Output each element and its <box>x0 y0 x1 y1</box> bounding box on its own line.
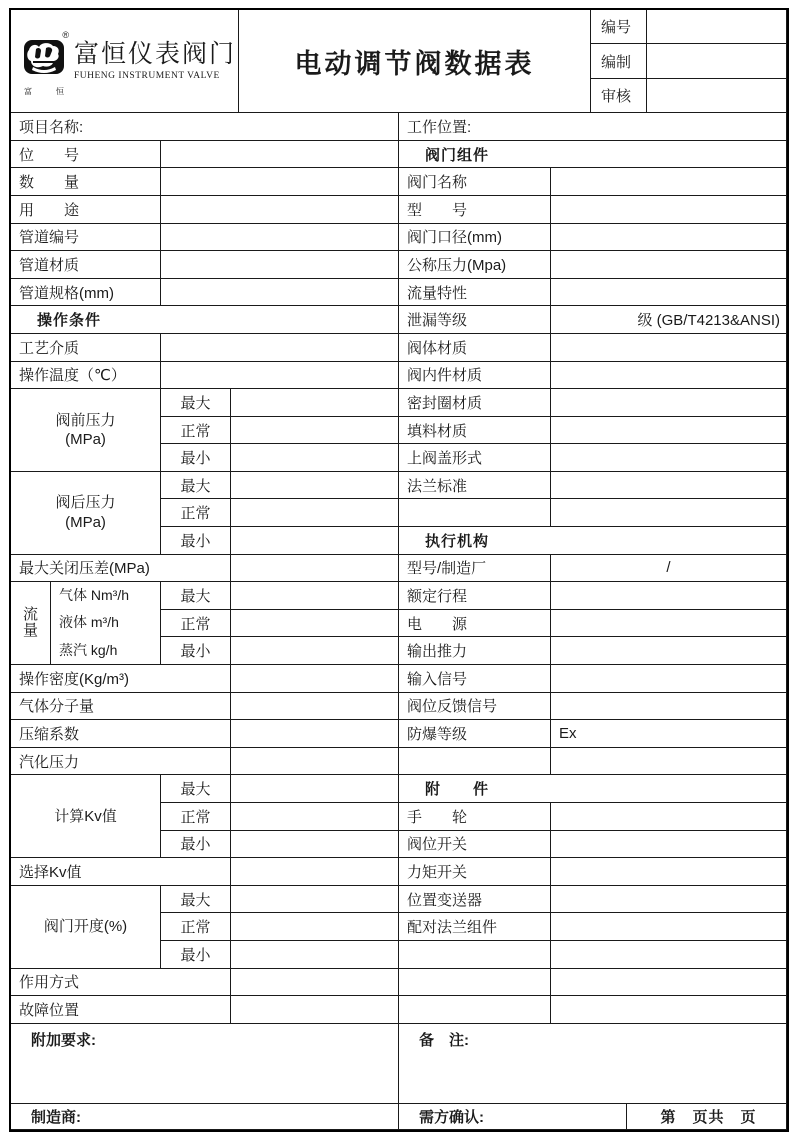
pipe-material-value-cell <box>161 251 399 279</box>
kv-calc-max-value-cell <box>231 775 399 803</box>
mol-weight-value-cell <box>231 693 399 721</box>
body-material-label: 阀体材质 <box>399 334 551 362</box>
process-medium-value-cell <box>161 334 399 362</box>
kv-calc-normal-value-cell <box>231 803 399 831</box>
leakage-class-label: 泄漏等级 <box>399 306 551 334</box>
output-thrust-value-cell <box>551 637 787 665</box>
operating-density-label: 操作密度(Kg/m³) <box>11 665 231 693</box>
reviewed-by-value-cell <box>647 79 787 113</box>
reviewed-by-label: 审核 <box>591 79 647 113</box>
flow-unit-steam: 蒸汽 kg/h <box>59 641 118 658</box>
body-material-value-cell <box>551 334 787 362</box>
upstream-max-value-cell <box>231 389 399 417</box>
upstream-min-label: 最小 <box>161 444 231 472</box>
packing-material-value-cell <box>551 417 787 445</box>
remarks-label: 备 注: <box>399 1024 787 1104</box>
valve-opening-label: 阀门开度(%) <box>11 886 161 969</box>
upstream-normal-value-cell <box>231 417 399 445</box>
compressibility-value-cell <box>231 720 399 748</box>
doc-number-value-cell <box>647 10 787 44</box>
valve-model-value-cell <box>551 196 787 224</box>
vapor-pressure-value-cell <box>231 748 399 776</box>
power-supply-value-cell <box>551 610 787 638</box>
brand-name-chinese: 富恒仪表阀门 <box>74 40 237 68</box>
calculated-kv-label: 计算Kv值 <box>11 775 161 858</box>
pressure-rating-label: 公称压力(Mpa) <box>399 251 551 279</box>
opening-min-value-cell <box>231 941 399 969</box>
flow-min-label: 最小 <box>161 637 231 665</box>
service-value-cell <box>161 196 399 224</box>
upstream-pressure-line1: 阀前压力 <box>55 411 116 429</box>
upstream-pressure-line2: (MPa) <box>65 431 106 448</box>
flow-characteristic-label: 流量特性 <box>399 279 551 307</box>
bonnet-type-label: 上阀盖形式 <box>399 444 551 472</box>
flow-min-value-cell <box>231 637 399 665</box>
kv-calc-normal-label: 正常 <box>161 803 231 831</box>
section-header-operating-conditions: 操作条件 <box>11 306 399 334</box>
rated-stroke-value-cell <box>551 582 787 610</box>
pipe-spec-label: 管道规格(mm) <box>11 279 161 307</box>
registered-trademark-symbol: ® <box>62 30 69 41</box>
action-type-label: 作用方式 <box>11 969 231 997</box>
tag-number-label: 位 号 <box>11 141 161 169</box>
actuator-model-value: / <box>551 555 787 583</box>
upstream-pressure-label <box>11 389 161 472</box>
compressibility-label: 压缩系数 <box>11 720 231 748</box>
valve-name-label: 阀门名称 <box>399 168 551 196</box>
torque-switch-label: 力矩开关 <box>399 858 551 886</box>
page-number-label: 第 页共 页 <box>627 1104 787 1130</box>
bonnet-type-value-cell <box>551 444 787 472</box>
upstream-normal-label: 正常 <box>161 417 231 445</box>
flow-rate-label <box>11 582 51 665</box>
actuator-model-label: 型号/制造厂 <box>399 555 551 583</box>
spare-label-cell-3 <box>399 941 551 969</box>
input-signal-label: 输入信号 <box>399 665 551 693</box>
failure-position-label: 故障位置 <box>11 996 231 1024</box>
operating-temperature-label: 操作温度（℃） <box>11 362 161 390</box>
tag-number-value-cell <box>161 141 399 169</box>
spare-label-cell-2 <box>399 748 551 776</box>
mol-weight-label: 气体分子量 <box>11 693 231 721</box>
exproof-rating-label: 防爆等级 <box>399 720 551 748</box>
pressure-rating-value-cell <box>551 251 787 279</box>
exproof-rating-value: Ex <box>551 720 787 748</box>
failure-position-value-cell <box>231 996 399 1024</box>
operating-density-value-cell <box>231 665 399 693</box>
spare-label-cell-4 <box>399 969 551 997</box>
process-medium-label: 工艺介质 <box>11 334 161 362</box>
handwheel-value-cell <box>551 803 787 831</box>
additional-requirements-label: 附加要求: <box>11 1024 399 1104</box>
selected-kv-label: 选择Kv值 <box>11 858 231 886</box>
downstream-pressure-line2: (MPa) <box>65 513 106 531</box>
downstream-pressure-label <box>11 472 161 555</box>
max-shutoff-dp-label: 最大关闭压差(MPa) <box>11 555 231 583</box>
flange-standard-value-cell <box>551 472 787 500</box>
pipe-material-label: 管道材质 <box>11 251 161 279</box>
vapor-pressure-label: 汽化压力 <box>11 748 231 776</box>
buyer-confirmation-label: 需方确认: <box>399 1104 627 1130</box>
trim-material-label: 阀内件材质 <box>399 362 551 390</box>
flange-standard-label: 法兰标准 <box>399 472 551 500</box>
upstream-max-label: 最大 <box>161 389 231 417</box>
valve-name-value-cell <box>551 168 787 196</box>
logo-block <box>11 10 239 113</box>
manufacturer-label: 制造商: <box>11 1104 399 1130</box>
downstream-max-label: 最大 <box>161 472 231 500</box>
logo-wrap <box>23 30 237 97</box>
opening-min-label: 最小 <box>161 941 231 969</box>
opening-max-value-cell <box>231 886 399 914</box>
section-header-actuator: 执行机构 <box>399 527 787 555</box>
downstream-min-label: 最小 <box>161 527 231 555</box>
position-feedback-value-cell <box>551 693 787 721</box>
quantity-value-cell <box>161 168 399 196</box>
work-position-label: 工作位置: <box>399 113 787 141</box>
seal-material-value-cell <box>551 389 787 417</box>
spare-label-cell <box>399 499 551 527</box>
seal-material-label: 密封圈材质 <box>399 389 551 417</box>
flow-unit-liquid: 液体 m³/h <box>59 614 119 631</box>
handwheel-label: 手 轮 <box>399 803 551 831</box>
quantity-label: 数 量 <box>11 168 161 196</box>
flow-units-cell <box>51 582 161 665</box>
kv-calc-min-value-cell <box>231 831 399 859</box>
flow-label-char2: 量 <box>22 622 38 640</box>
trim-material-value-cell <box>551 362 787 390</box>
packing-material-label: 填料材质 <box>399 417 551 445</box>
datasheet-table <box>9 8 789 1132</box>
fuheng-logo-icon <box>23 30 69 97</box>
kv-calc-min-label: 最小 <box>161 831 231 859</box>
mating-flange-kit-value-cell <box>551 913 787 941</box>
opening-max-label: 最大 <box>161 886 231 914</box>
pipe-number-value-cell <box>161 224 399 252</box>
flow-normal-value-cell <box>231 610 399 638</box>
position-switch-label: 阀位开关 <box>399 831 551 859</box>
upstream-min-value-cell <box>231 444 399 472</box>
downstream-max-value-cell <box>231 472 399 500</box>
input-signal-value-cell <box>551 665 787 693</box>
torque-switch-value-cell <box>551 858 787 886</box>
position-switch-value-cell <box>551 831 787 859</box>
flow-normal-label: 正常 <box>161 610 231 638</box>
prepared-by-value-cell <box>647 44 787 78</box>
flow-label-char1: 流 <box>22 605 38 623</box>
leakage-class-value: 级 (GB/T4213&ANSI) <box>551 306 787 334</box>
header-band <box>11 10 787 113</box>
seal-right-char: 恒 <box>56 87 64 97</box>
valve-model-label: 型 号 <box>399 196 551 224</box>
opening-normal-label: 正常 <box>161 913 231 941</box>
valve-bore-value-cell <box>551 224 787 252</box>
position-transmitter-label: 位置变送器 <box>399 886 551 914</box>
spare-label-cell-5 <box>399 996 551 1024</box>
flow-characteristic-value-cell <box>551 279 787 307</box>
prepared-by-label: 编制 <box>591 44 647 78</box>
pipe-spec-value-cell <box>161 279 399 307</box>
spare-value-cell-5 <box>551 996 787 1024</box>
service-label: 用 途 <box>11 196 161 224</box>
selected-kv-value-cell <box>231 858 399 886</box>
pipe-number-label: 管道编号 <box>11 224 161 252</box>
flow-max-value-cell <box>231 582 399 610</box>
spare-value-cell-2 <box>551 748 787 776</box>
position-feedback-label: 阀位反馈信号 <box>399 693 551 721</box>
operating-temperature-value-cell <box>161 362 399 390</box>
document-title: 电动调节阀数据表 <box>239 10 591 113</box>
spare-value-cell-3 <box>551 941 787 969</box>
downstream-pressure-line1: 阀后压力 <box>55 494 116 512</box>
downstream-normal-value-cell <box>231 499 399 527</box>
output-thrust-label: 输出推力 <box>399 637 551 665</box>
rated-stroke-label: 额定行程 <box>399 582 551 610</box>
section-header-valve-assembly: 阀门组件 <box>399 141 787 169</box>
position-transmitter-value-cell <box>551 886 787 914</box>
spare-value-cell <box>551 499 787 527</box>
downstream-normal-label: 正常 <box>161 499 231 527</box>
seal-left-char: 富 <box>24 87 32 97</box>
logo-seal-characters <box>24 86 64 97</box>
project-name-label: 项目名称: <box>11 113 399 141</box>
mating-flange-kit-label: 配对法兰组件 <box>399 913 551 941</box>
kv-calc-max-label: 最大 <box>161 775 231 803</box>
valve-bore-label: 阀门口径(mm) <box>399 224 551 252</box>
brand-name-english: FUHENG INSTRUMENT VALVE <box>74 71 220 82</box>
opening-normal-value-cell <box>231 913 399 941</box>
max-shutoff-dp-value-cell <box>231 555 399 583</box>
action-type-value-cell <box>231 969 399 997</box>
section-header-accessories: 附 件 <box>399 775 787 803</box>
downstream-min-value-cell <box>231 527 399 555</box>
power-supply-label: 电 源 <box>399 610 551 638</box>
flow-max-label: 最大 <box>161 582 231 610</box>
form-body <box>11 113 787 1130</box>
flow-unit-gas: 气体 Nm³/h <box>59 586 129 603</box>
doc-number-label: 编号 <box>591 10 647 44</box>
spare-value-cell-4 <box>551 969 787 997</box>
brand-text <box>74 41 236 82</box>
